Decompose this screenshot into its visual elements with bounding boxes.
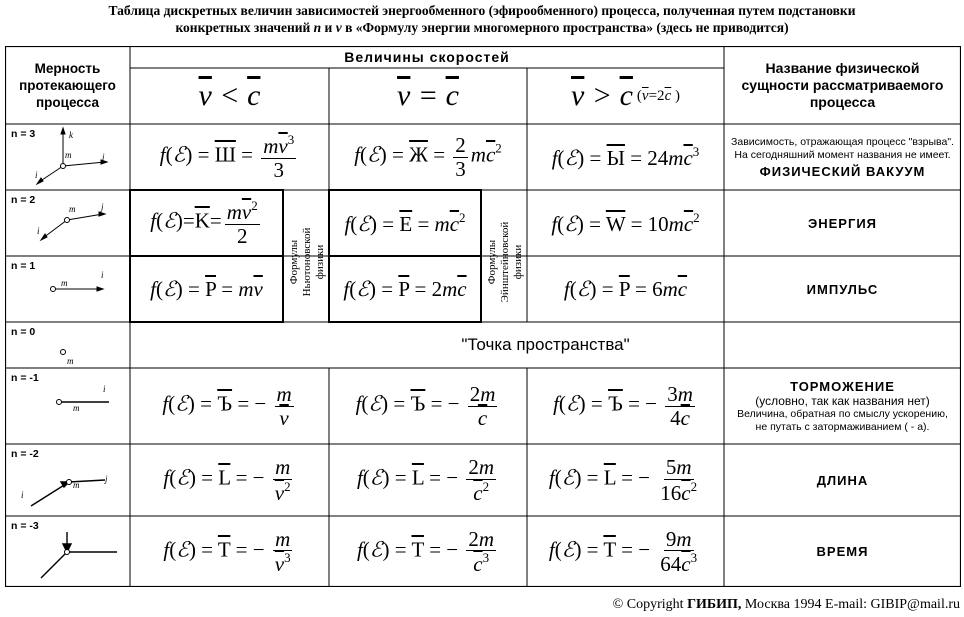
- header-speed-greater: [527, 68, 724, 124]
- copyright-label: © Copyright: [612, 597, 684, 612]
- speed-greater-formula: $\overline{v} > \overline{c}$: [571, 79, 633, 112]
- formula-n-1-slow: [130, 368, 329, 444]
- copyright-city-year: Москва 1994: [744, 597, 822, 612]
- header-dimension-text: Мерность протекающего процесса: [19, 60, 116, 110]
- diagram-minus-3d: [5, 516, 130, 587]
- einstein-label-text: Формулы Эйнштейновской физики: [486, 221, 524, 303]
- formula-n3-slow-expr: f(ℰ) = Ш = $\frac{m\overline{v}^3}{3}$: [159, 132, 295, 182]
- formula-n3-fast-expr: f(ℰ) = $Ы = 24m\overline{c}^3$: [551, 143, 700, 170]
- essence-n3: [724, 124, 961, 190]
- formula-n-2-slow: [130, 444, 329, 516]
- diagram-2d-axes: [5, 190, 130, 256]
- document-title: [0, 2, 964, 36]
- essence-n-1-desc1: Величина, обратная по смыслу ускорению,: [737, 407, 948, 420]
- essence-n3-name: ФИЗИЧЕСКИЙ ВАКУУМ: [759, 163, 926, 179]
- formula-n-3-light: [329, 516, 527, 587]
- formula-table: [5, 46, 961, 587]
- diagram-3d-axes: [5, 124, 130, 190]
- row-label-n-2: n = -2: [11, 448, 39, 460]
- essence-n1: ИМПУЛЬС: [806, 281, 879, 297]
- axis-i-label: i: [35, 170, 38, 180]
- formula-n-1-light: [329, 368, 527, 444]
- axis-j-label: j: [102, 152, 105, 162]
- title-line-2: конкретных значений n и v в «Формулу энергии многомерного пространства» (здесь не приводится): [175, 20, 789, 35]
- axis-i-label-5: i: [103, 384, 106, 394]
- essence-n-3: ВРЕМЯ: [816, 544, 869, 559]
- diagram-minus-1d: [5, 368, 130, 444]
- formula-n3-light-expr: f(ℰ) = Ж = $\frac{2}{3}$ $m\overline{c}^2$: [354, 133, 502, 181]
- row-label-n2: n = 2: [11, 194, 36, 206]
- formula-n-3-slow-expr: f(ℰ) = $\overline{T}$ = − $\frac{m}{\overline{v}^3}$: [163, 526, 291, 576]
- axis-i-label-6: i: [21, 490, 24, 500]
- formula-n-3-fast: [527, 516, 724, 587]
- header-essence-text: Название физической сущности рассматриваемого процесса: [741, 59, 944, 110]
- copyright-org: ГИБИП,: [687, 597, 742, 612]
- formula-n-3-light-expr: f(ℰ) = $\overline{T}$ = − $\frac{2m}{\overline{c}^3}$: [356, 526, 495, 576]
- newton-formulas-label: [288, 196, 324, 328]
- formula-n2-newton-expr: $f(ℰ)=\overline{K}=$ $\frac{m\overline{v}^2}{2}$: [150, 198, 258, 248]
- formula-n-2-light: [329, 444, 527, 516]
- mass-m-label-5: m: [73, 403, 80, 413]
- formula-n2-einstein-expr: f(ℰ) = $\overline{E} = m\overline{c}^2$: [344, 209, 466, 236]
- header-speeds-text: Величины скоростей: [344, 49, 510, 65]
- copyright-email[interactable]: E-mail: GIBIP@mail.ru: [825, 597, 960, 612]
- formula-n2-fast-expr: f(ℰ) = $\overline{W} = 10m\overline{c}^2$: [551, 209, 700, 236]
- einstein-formulas-label: [486, 196, 522, 328]
- header-essence: [724, 46, 961, 124]
- row-label-n1: n = 1: [11, 260, 36, 272]
- formula-n2-newton: [130, 190, 283, 256]
- essence-n2: ЭНЕРГИЯ: [807, 215, 878, 231]
- formula-n2-fast: [527, 190, 724, 256]
- formula-n-2-fast-expr: f(ℰ) = $\overline{L}$ = − $\frac{5m}{16\overline{c}^2}$: [548, 455, 698, 505]
- essence-n-1-desc2: не путать с затормаживанием ( - a).: [755, 420, 930, 433]
- formula-n-2-light-expr: f(ℰ) = $\overline{L}$ = − $\frac{2m}{\overline{c}^2}$: [356, 455, 495, 505]
- formula-n-2-fast: [527, 444, 724, 516]
- essence-n-2: ДЛИНА: [816, 472, 869, 488]
- mass-m-label-3: m: [61, 278, 68, 288]
- formula-n1-newton: [130, 256, 283, 322]
- formula-n3-fast: [527, 124, 724, 190]
- formula-n-1-light-expr: f(ℰ) = Ъ = − $\frac{2m}{c}$: [355, 382, 496, 430]
- header-speed-less: [130, 68, 329, 124]
- copyright-footer: [613, 597, 960, 613]
- axis-j-label-6: j: [105, 474, 108, 484]
- axis-i-label-3: i: [101, 270, 104, 280]
- formula-n-3-fast-expr: f(ℰ) = $\overline{T}$ = − $\frac{9m}{64\overline{c}^3}$: [548, 526, 698, 576]
- essence-n-1-name: ТОРМОЖЕНИЕ: [790, 378, 895, 394]
- row-label-n-1: n = -1: [11, 372, 39, 384]
- diagram-1d-axis: [5, 256, 130, 322]
- title-line-1: Таблица дискретных величин зависимостей энергообменного (эфирообменного) процесса, полученная путем подстановки: [108, 3, 856, 18]
- mass-m-label-6: m: [73, 480, 80, 490]
- axis-j-label-2: j: [101, 202, 104, 212]
- formula-n-1-fast: [527, 368, 724, 444]
- mass-m-label-4: m: [67, 356, 74, 366]
- axis-i-label-2: i: [37, 226, 40, 236]
- row-label-n-3: n = -3: [11, 520, 39, 532]
- diagram-minus-2d: [5, 444, 130, 516]
- formula-n1-einstein-expr: f(ℰ) = $\overline{P} = 2m\overline{c}$: [343, 276, 467, 301]
- formula-n-1-slow-expr: f(ℰ) = Ъ = − $\frac{m}{v}$: [162, 382, 292, 430]
- formula-n1-einstein: [329, 256, 481, 322]
- formula-n-1-fast-expr: f(ℰ) = Ъ = − $\frac{3m}{4\overline{c}}$: [553, 382, 693, 430]
- speed-greater-note: ($\overline{v}=2\overline{c}$ ): [636, 87, 680, 104]
- speed-equal-formula: $\overline{v} = \overline{c}$: [397, 79, 459, 112]
- formula-n1-newton-expr: f(ℰ) = $\overline{P} = m\overline{v}$: [150, 276, 263, 301]
- row-label-n3: n = 3: [11, 128, 36, 140]
- essence-n3-description: Зависимость, отражающая процесс "взрыва". На сегодняшний момент названия не имеет.: [731, 135, 954, 161]
- formula-n-3-slow: [130, 516, 329, 587]
- formula-n-2-slow-expr: f(ℰ) = $\overline{L}$ = − $\frac{m}{\overline{v}^2}$: [163, 455, 291, 505]
- newton-label-text: Формулы Ньютоновской физики: [288, 227, 326, 297]
- diagram-point: [5, 322, 130, 368]
- essence-n-1: [724, 368, 961, 444]
- point-of-space: "Точка пространства": [461, 335, 630, 354]
- formula-n3-slow: [130, 124, 329, 190]
- header-speed-equal: [329, 68, 527, 124]
- axis-k-label: k: [69, 130, 73, 140]
- formula-n2-einstein: [329, 190, 481, 256]
- mass-m-label-2: m: [69, 204, 76, 214]
- row-label-n0: n = 0: [11, 326, 36, 338]
- speed-less-formula: $\overline{v} < \overline{c}$: [198, 79, 261, 112]
- header-dimension: [5, 46, 130, 124]
- formula-n1-fast: [527, 256, 724, 322]
- essence-n-1-subtitle: (условно, так как названия нет): [755, 393, 930, 408]
- mass-m-label: m: [65, 150, 72, 160]
- formula-n3-light: [329, 124, 527, 190]
- formula-n1-fast-expr: f(ℰ) = $\overline{P} = 6m\overline{c}$: [563, 276, 688, 301]
- header-speeds: [130, 46, 724, 68]
